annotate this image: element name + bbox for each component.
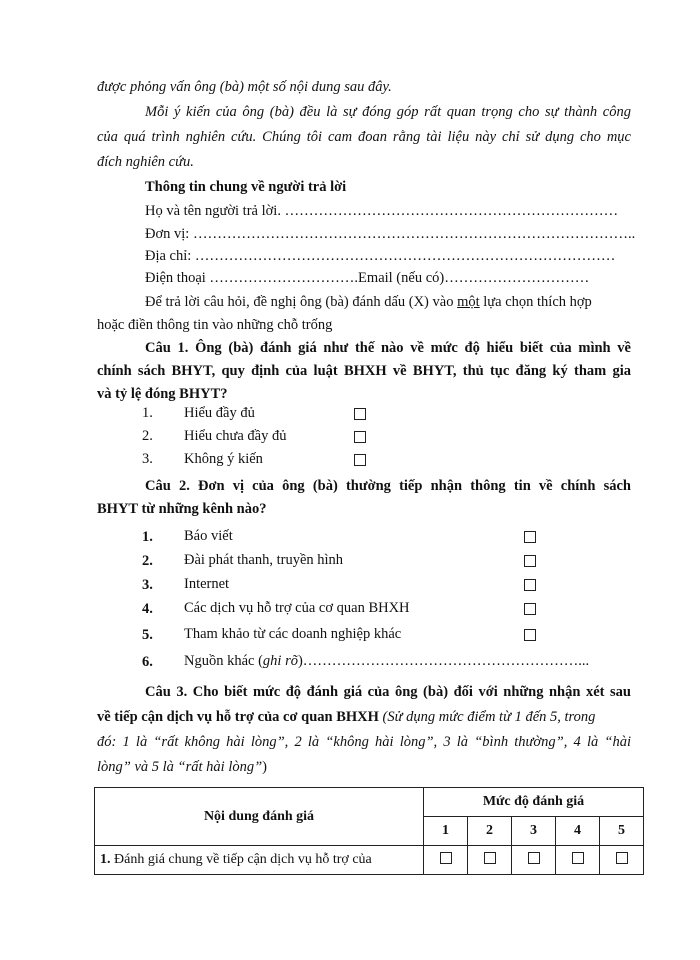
general-heading: Thông tin chung về người trả lời: [145, 179, 347, 195]
q2-option-number: 2.: [142, 553, 153, 569]
rating-table: [94, 787, 644, 875]
rating-cell[interactable]: [468, 846, 512, 875]
checkbox[interactable]: [524, 531, 536, 543]
checkbox[interactable]: [354, 454, 366, 466]
q2-line-1: Câu 2. Đơn vị của ông (bà) thường tiếp nhận thông tin về chính sách: [145, 478, 631, 494]
level-header: 5: [600, 817, 644, 846]
checkbox[interactable]: [572, 852, 584, 864]
column-header-level: Mức độ đánh giá: [424, 788, 644, 817]
table-row: [95, 846, 644, 875]
rating-cell[interactable]: [600, 846, 644, 875]
intro-line-1: được phỏng vấn ông (bà) một số nội dung sau đây.: [97, 79, 392, 95]
row-text: Đánh giá chung về tiếp cận dịch vụ hỗ trợ của: [114, 852, 372, 867]
q2-other-dots: )…………………………………………………...: [297, 653, 590, 669]
checkbox[interactable]: [524, 603, 536, 615]
checkbox[interactable]: [524, 579, 536, 591]
respondent-name-field: Họ và tên người trả lời. ……………………………………………………………: [145, 203, 619, 219]
rating-cell[interactable]: [424, 846, 468, 875]
q2-option-number: 6.: [142, 654, 153, 670]
checkbox[interactable]: [484, 852, 496, 864]
q2-option-number: 4.: [142, 601, 153, 617]
q3-line-2-italic: (Sử dụng mức điểm từ 1 đến 5, trong: [382, 709, 596, 725]
instruction-part-b: lựa chọn thích hợp: [483, 294, 592, 310]
q1-option-number: 1.: [142, 405, 153, 421]
q3-line-2-bold: về tiếp cận dịch vụ hỗ trợ của cơ quan BHXH: [97, 709, 379, 725]
q1-option-label: Không ý kiến: [184, 451, 263, 467]
intro-line-3: của quá trình nghiên cứu. Chúng tôi cam đoan rằng tài liệu này chỉ sử dụng cho mục: [97, 129, 631, 145]
level-header: 3: [512, 817, 556, 846]
q2-option-number: 3.: [142, 577, 153, 593]
q2-option-label: Các dịch vụ hỗ trợ của cơ quan BHXH: [184, 600, 410, 616]
checkbox[interactable]: [524, 629, 536, 641]
q3-line-4-close: ): [262, 759, 268, 775]
q2-other-note: ghi rõ: [262, 653, 298, 669]
q3-line-2: [97, 707, 595, 727]
column-header-content: Nội dung đánh giá: [95, 788, 424, 846]
q3-line-1: Câu 3. Cho biết mức độ đánh giá của ông (bà) đối với những nhận xét sau: [145, 684, 631, 700]
q1-line-2: chính sách BHYT, quy định của luật BHXH về BHYT, thủ tục đăng ký tham gia: [97, 363, 631, 379]
instruction-line-2: hoặc điền thông tin vào những chỗ trống: [97, 317, 333, 333]
intro-line-2: Mỗi ý kiến của ông (bà) đều là sự đóng góp rất quan trọng cho sự thành công: [145, 104, 631, 120]
q3-line-4: [97, 757, 267, 777]
q2-line-2: BHYT từ những kênh nào?: [97, 501, 267, 517]
phone-email-field: Điện thoại ………………………….Email (nếu có)…………………………: [145, 270, 590, 286]
row-label: [95, 846, 424, 875]
checkbox[interactable]: [440, 852, 452, 864]
instruction-underlined: một: [457, 294, 480, 310]
checkbox[interactable]: [524, 555, 536, 567]
q2-option-label: Tham khảo từ các doanh nghiệp khác: [184, 626, 402, 642]
rating-cell[interactable]: [556, 846, 600, 875]
checkbox[interactable]: [354, 431, 366, 443]
q2-option-label: Đài phát thanh, truyền hình: [184, 552, 344, 568]
q3-line-4-italic: lòng” và 5 là “rất hài lòng”: [97, 759, 263, 775]
q1-option-number: 3.: [142, 451, 153, 467]
instruction-line-1: [145, 292, 592, 312]
q1-option-label: Hiểu chưa đầy đủ: [184, 428, 287, 444]
level-header: 1: [424, 817, 468, 846]
intro-line-4: đích nghiên cứu.: [97, 154, 194, 170]
q2-option-other[interactable]: [184, 651, 589, 671]
q3-line-3: đó: 1 là “rất không hài lòng”, 2 là “không hài lòng”, 3 là “bình thường”, 4 là “hài: [97, 734, 631, 750]
checkbox[interactable]: [616, 852, 628, 864]
q2-option-label: Báo viết: [184, 528, 233, 544]
q1-line-3: và tỷ lệ đóng BHYT?: [97, 386, 228, 402]
q1-option-label: Hiểu đầy đủ: [184, 405, 255, 421]
unit-field: Đơn vị: ………………………………………………………………………………..: [145, 226, 636, 242]
level-header: 4: [556, 817, 600, 846]
checkbox[interactable]: [528, 852, 540, 864]
q2-option-label: Nguồn khác (: [184, 653, 263, 669]
address-field: Địa chỉ: ……………………………………………………………………………: [145, 248, 616, 264]
q1-line-1: Câu 1. Ông (bà) đánh giá như thế nào về mức độ hiểu biết của mình về: [145, 340, 631, 356]
q2-option-number: 5.: [142, 627, 153, 643]
q1-option-number: 2.: [142, 428, 153, 444]
instruction-part-a: Để trả lời câu hỏi, đề nghị ông (bà) đánh dấu (X) vào: [145, 294, 454, 310]
level-header: 2: [468, 817, 512, 846]
rating-cell[interactable]: [512, 846, 556, 875]
q2-option-label: Internet: [184, 576, 230, 592]
q2-option-number: 1.: [142, 529, 153, 545]
row-number: 1.: [100, 852, 111, 867]
checkbox[interactable]: [354, 408, 366, 420]
